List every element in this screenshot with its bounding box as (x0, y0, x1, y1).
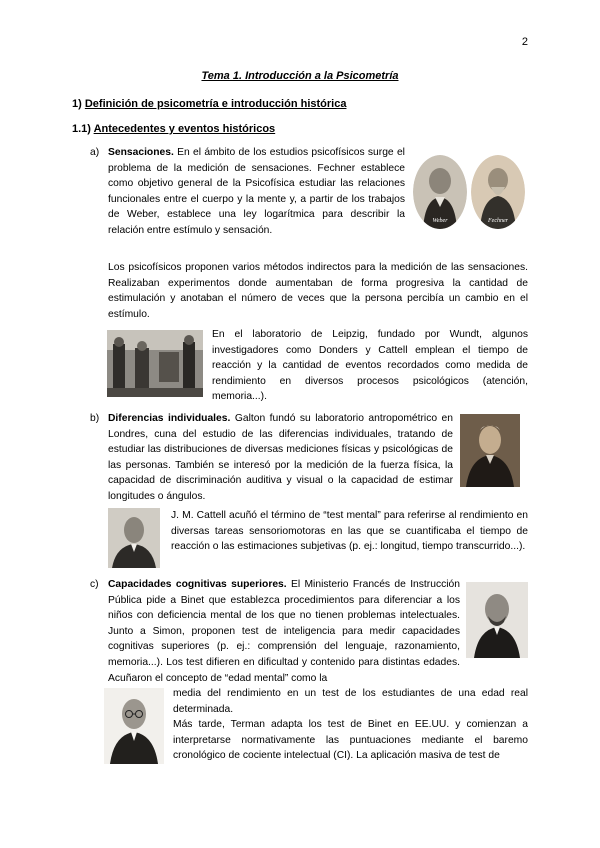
cattell-portrait (108, 508, 160, 568)
section-heading-1 (72, 98, 346, 110)
fechner-portrait (471, 155, 525, 229)
weber-caption: Weber (432, 218, 448, 224)
item-c-heading: Capacidades cognitivas superiores. (108, 579, 287, 590)
item-b-body: Galton fundó su laboratorio antropométrico en Londres, cuna del estudio de las diferencias individuales, tratando de estudiar las distribuciones de diversas mediciones físicas y psicológicas de las personas. También se interesó por la medición de la fuerza física, la capacidad de discriminación auditiva y visual o la capacidad de estimar longitudes o ángulos. (108, 413, 453, 502)
item-c-text (108, 577, 460, 686)
item-c-text-continued: media del rendimiento en un test de los estudiantes de una edad real determinada. (173, 688, 528, 715)
section-label-1: Definición de psicometría e introducción histórica (84, 98, 347, 110)
item-b-marker: b) (90, 413, 100, 424)
terman-portrait (104, 688, 164, 764)
item-b-paragraph-2: J. M. Cattell acuñó el término de “test mental” para referirse al rendimiento en diversas tareas sensoriomotoras en las que se cuantificaba el tiempo de reacción o las estimaciones subjetivas (p. ej.: longitud, tiempo transcurrido...). (171, 510, 528, 553)
item-a-heading: Sensaciones. (108, 147, 174, 158)
section-number-1-1: 1.1) (72, 123, 94, 135)
section-number-1: 1) (72, 98, 85, 110)
leipzig-lab-photo (107, 330, 203, 397)
fechner-caption: Fechner (488, 218, 508, 224)
item-b-text (108, 411, 453, 505)
item-c-paragraph-2: Más tarde, Terman adapta los test de Binet en EE.UU. y comienzan a interpretarse normativamente las puntuaciones mediante el baremo cronológico de cociente intelectual (CI). La aplicación masiva de test de (173, 719, 528, 762)
item-c-marker: c) (90, 579, 99, 590)
item-a-paragraph-3: En el laboratorio de Leipzig, fundado por Wundt, algunos investigadores como Donders y Cattell emplean el tiempo de reacción y la cantidad de eventos recordados como medida de rendimiento en diversos procesos psicológicos (atención, memoria...). (212, 329, 528, 403)
item-a-text (108, 145, 405, 239)
item-a-marker: a) (90, 147, 100, 158)
item-a-body: En el ámbito de los estudios psicofísicos surge el problema de la medición de sensaciones. Fechner establece como objetivo general de la Psicofísica estudiar las relaciones funcionales entre el cuerpo y la mente y, a partir de los trabajos de Weber, establece una ley logarítmica para describir la relación entre estímulo y sensación. (108, 147, 405, 236)
item-a-paragraph-2: Los psicofísicos proponen varios métodos indirectos para la medición de las sensaciones. Realizaban experimentos donde aumentaban de forma progresiva la cantidad de estimulación y anotaban el número de veces que la persona percibía un cambio en el estímulo. (108, 262, 528, 320)
section-heading-1-1 (72, 123, 275, 135)
weber-portrait (413, 155, 467, 229)
galton-portrait (460, 414, 520, 487)
page-number: 2 (521, 36, 528, 48)
binet-portrait (466, 582, 528, 658)
item-b-heading: Diferencias individuales. (108, 413, 231, 424)
item-c-body: El Ministerio Francés de Instrucción Pública pide a Binet que establezca procedimientos para diferenciar a los niños con deficiencia mental de los que no tienen problemas intelectuales. Junto a Simon, proponen test de inteligencia para medir capacidades cognitivas superiores (p. ej.: comprensión del lenguaje, razonamiento, memoria...). Los test difieren en dificultad y contenido para distintas edades. Acuñaron el concepto de “edad mental” como la (108, 579, 460, 684)
section-label-1-1: Antecedentes y eventos históricos (93, 123, 276, 135)
page-title: Tema 1. Introducción a la Psicometría (201, 70, 399, 82)
